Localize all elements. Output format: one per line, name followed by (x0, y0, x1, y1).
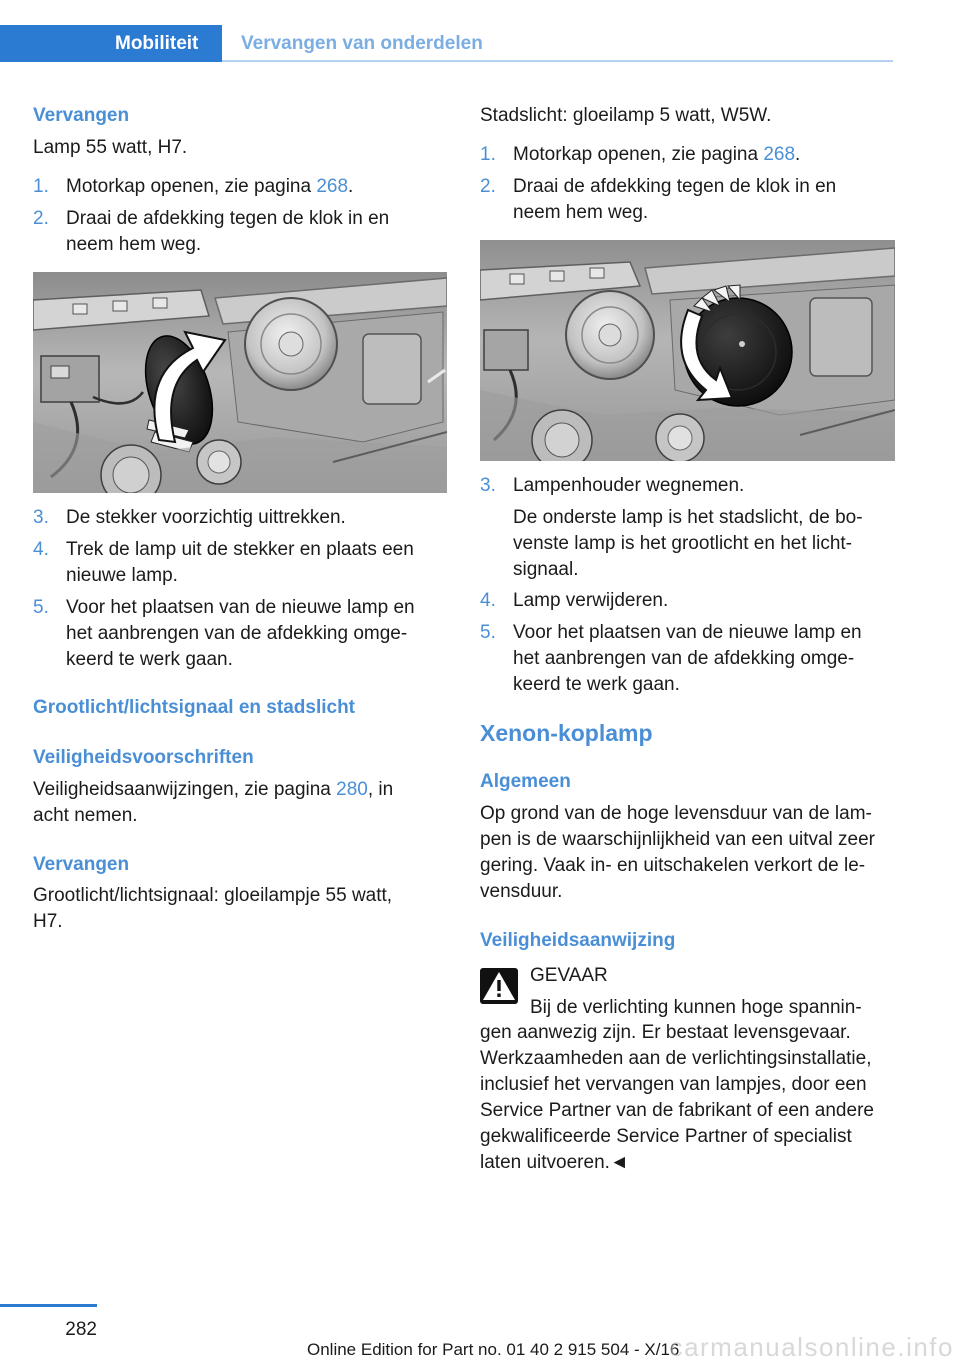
step-number: 2. (480, 176, 496, 197)
paragraph-line: Op grond van de hoge levensduur van de lam- (480, 803, 872, 824)
step-number: 1. (33, 176, 49, 197)
step-number: 5. (480, 622, 496, 643)
headlight-highbeam-cover-image (480, 240, 895, 461)
heading-safety-note: Veiligheidsaanwijzing (480, 930, 676, 951)
step-text-line (66, 174, 453, 200)
step-text-end: . (348, 176, 354, 197)
step-text-line: het aanbrengen van de afdekking omge- (66, 623, 408, 644)
step-text-line: keerd te werk gaan. (513, 674, 680, 695)
warning-line: gekwalificeerde Service Partner of specialist (480, 1126, 852, 1147)
warning-label: GEVAAR (530, 965, 608, 986)
step-text-line: Voor het plaatsen van de nieuwe lamp en (513, 622, 862, 643)
edition-note: Online Edition for Part no. 01 40 2 915 504 - X/16 (307, 1340, 680, 1359)
step-item (33, 537, 453, 589)
heading-vervangen: Vervangen (33, 105, 130, 126)
step-text-line: keerd te werk gaan. (66, 649, 233, 670)
step-item (33, 505, 453, 531)
step-item (480, 142, 900, 168)
tab-mobiliteit[interactable]: Mobiliteit (0, 25, 222, 62)
warning-line: laten uitvoeren.◄ (480, 1152, 629, 1173)
step-item (480, 588, 900, 614)
step-item (480, 174, 900, 226)
warning-line: inclusief het vervangen van lampjes, door een (480, 1074, 867, 1095)
step-text-line: neem hem weg. (66, 234, 202, 255)
step-item (480, 473, 900, 583)
step-text-line (513, 142, 900, 168)
page-link-268[interactable]: 268 (316, 176, 349, 197)
lamp-spec: Lamp 55 watt, H7. (33, 137, 188, 158)
warning-line: Service Partner van de fabrikant of een andere (480, 1100, 874, 1121)
step-item (33, 206, 453, 258)
section-title[interactable]: Vervangen van onderdelen (241, 33, 483, 54)
step-text-line: neem hem weg. (513, 202, 649, 223)
step-text: Motorkap openen, zie pagina (66, 176, 317, 197)
step-text-line: Trek de lamp uit de stekker en plaats een (66, 539, 414, 560)
step-number: 2. (33, 208, 49, 229)
warning-line: gen aanwezig zijn. Er bestaat levensgevaar. (480, 1022, 851, 1043)
paragraph-line (33, 777, 393, 803)
step-text: Motorkap openen, zie pagina (513, 144, 764, 165)
heading-xenon-headlight: Xenon-koplamp (480, 720, 653, 746)
page-link-280[interactable]: 280 (336, 779, 368, 800)
step-text-line: het aanbrengen van de afdekking omge- (513, 648, 855, 669)
step-number: 1. (480, 144, 496, 165)
safety-paragraph (33, 777, 393, 829)
step-item (480, 620, 900, 698)
step-text-line: Lamp verwijderen. (513, 590, 669, 611)
step-number: 4. (33, 539, 49, 560)
step-text-end: . (795, 144, 801, 165)
step-item (33, 174, 453, 200)
note-line: venste lamp is het grootlicht en het licht- (513, 533, 853, 554)
step-text-line: Draai de afdekking tegen de klok in en (66, 208, 390, 229)
paragraph-line: H7. (33, 911, 63, 932)
watermark: carmanualsonline.info (669, 1332, 954, 1362)
safety-text-before: Veiligheidsaanwijzingen, zie pagina (33, 779, 337, 800)
step-text-line: Draai de afdekking tegen de klok in en (513, 176, 837, 197)
step-number: 3. (480, 475, 496, 496)
highbeam-spec (33, 883, 392, 935)
footer-divider (0, 1304, 97, 1307)
warning-text (480, 1020, 874, 1176)
step-text-line: De stekker voorzichtig uittrekken. (66, 507, 346, 528)
step-item (33, 595, 453, 673)
step-text-line: Voor het plaatsen van de nieuwe lamp en (66, 597, 415, 618)
headlight-lowbeam-cover-image (33, 272, 447, 493)
step-text-line: nieuwe lamp. (66, 565, 178, 586)
step-note (513, 505, 900, 583)
header-divider (222, 60, 893, 62)
step-text-line: Lampenhouder wegnemen. (513, 475, 745, 496)
general-paragraph (480, 801, 875, 905)
note-line: signaal. (513, 559, 579, 580)
paragraph-line: Grootlicht/lichtsignaal: gloeilampje 55 watt, (33, 885, 393, 906)
warning-line: Bij de verlichting kunnen hoge spannin- (530, 997, 862, 1018)
warning-line: Werkzaamheden aan de verlichtingsinstallatie, (480, 1048, 872, 1069)
warning-triangle-icon (480, 968, 518, 1004)
heading-safety-rules: Veiligheidsvoorschriften (33, 747, 254, 768)
page-number: 282 (65, 1319, 97, 1340)
step-number: 5. (33, 597, 49, 618)
step-number: 3. (33, 507, 49, 528)
paragraph-line: gering. Vaak in- en uitschakelen verkort de le- (480, 855, 866, 876)
page-link-268[interactable]: 268 (763, 144, 796, 165)
paragraph-line: acht nemen. (33, 805, 138, 826)
paragraph-line: pen is de waarschijnlijkheid van een uitval zeer (480, 829, 876, 850)
parking-light-spec: Stadslicht: gloeilamp 5 watt, W5W. (480, 105, 772, 126)
step-number: 4. (480, 590, 496, 611)
heading-vervangen-2: Vervangen (33, 854, 130, 875)
note-line: De onderste lamp is het stadslicht, de bo- (513, 507, 863, 528)
paragraph-line: vensduur. (480, 881, 563, 902)
safety-text-after: , in (367, 779, 394, 800)
heading-highbeam-parking: Grootlicht/lichtsignaal en stadslicht (33, 697, 355, 718)
heading-general: Algemeen (480, 771, 571, 792)
